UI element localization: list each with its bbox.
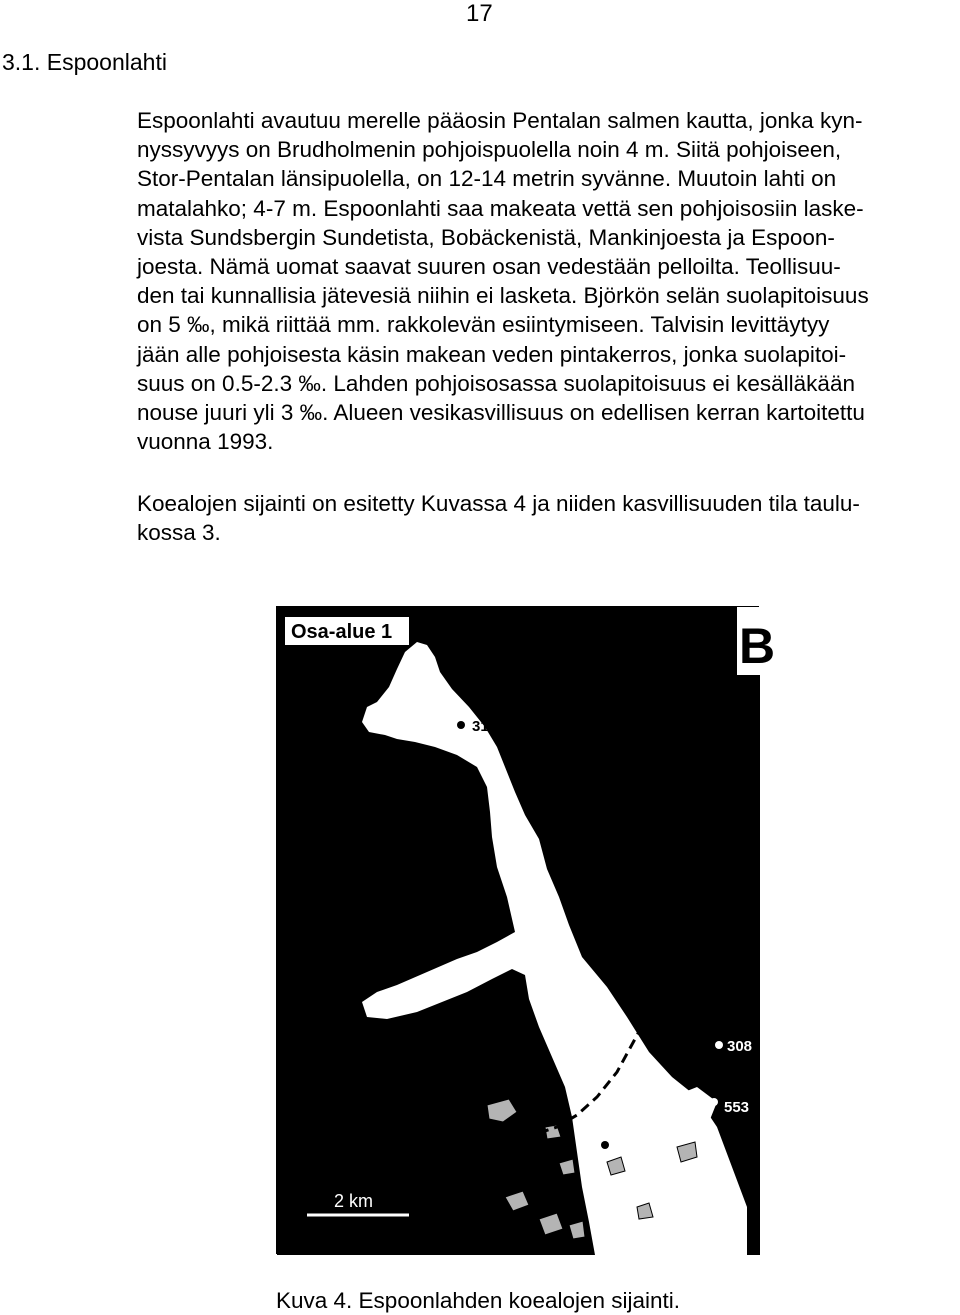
paragraph-1 — [137, 106, 937, 456]
site-label: 319 — [629, 1231, 655, 1248]
site-marker — [536, 758, 544, 766]
paragraph-line: Koealojen sijainti on esitetty Kuvassa 4 ja niiden kasvillisuuden tila taulu- — [137, 491, 860, 516]
section-heading: 3.1. Espoonlahti — [2, 49, 167, 75]
paragraph-line: den tai kunnallisia jätevesiä niihin ei lasketa. Björkön selän suolapitoisuus — [137, 283, 869, 309]
site-label: 312 — [607, 945, 633, 962]
site-label: 314 — [551, 751, 577, 768]
paragraph-line: vuonna 1993. — [137, 429, 274, 455]
paragraph-line: suus on 0.5-2.3 ‰. Lahden pohjoisosassa suolapitoisuus ei kesälläkään — [137, 370, 855, 396]
site-label: 73B — [717, 1197, 745, 1214]
paragraph-line: joesta. Nämä uomat saavat suuren osan vedestään pelloilta. Teollisuu- — [137, 254, 841, 280]
site-label: 316 — [472, 718, 498, 735]
paragraph-2 — [137, 489, 937, 547]
map-figure — [276, 606, 776, 1254]
site-marker — [675, 1025, 683, 1033]
paragraph-line: Stor-Pentalan länsipuolella, on 12-14 metrin syvänne. Muutoin lahti on — [137, 166, 837, 192]
site-marker — [594, 948, 602, 956]
site-label: 318 — [613, 1139, 639, 1156]
site-marker — [715, 1041, 723, 1049]
site-label: 308 — [727, 1038, 753, 1055]
scale-label: 2 km — [334, 1191, 374, 1211]
paragraph-line: Espoonlahti avautuu merelle pääosin Pentalan salmen kautta, jonka kyn- — [137, 108, 863, 133]
paragraph-line: kossa 3. — [137, 520, 221, 546]
map-svg — [277, 607, 776, 1255]
figure-caption: Kuva 4. Espoonlahden koealojen sijainti. — [276, 1288, 681, 1313]
site-marker — [601, 1141, 609, 1149]
site-marker — [706, 1200, 714, 1208]
paragraph-line: on 5 ‰, mikä riittää mm. rakkolevän esiintymiseen. Talvisin levittäytyy — [137, 312, 830, 338]
corner-letter: B — [739, 618, 776, 674]
map-title: Osa-alue 1 — [291, 621, 393, 643]
site-label: 553 — [724, 1099, 750, 1116]
page-number: 17 — [466, 0, 493, 27]
paragraph-line: nyssyvyys on Brudholmenin pohjoispuolella noin 4 m. Siitä pohjoiseen, — [137, 137, 842, 163]
site-marker — [457, 721, 465, 729]
paragraph-line: nouse juuri yli 3 ‰. Alueen vesikasvillisuus on edellisen kerran kartoitettu — [137, 400, 865, 426]
site-label: 309 — [644, 1019, 670, 1036]
site-marker — [616, 1234, 624, 1242]
paragraph-line: jään alle pohjoisesta käsin makean veden pintakerros, jonka suolapitoi- — [137, 341, 847, 367]
paragraph-line: vista Sundsbergin Sundetista, Bobäckenistä, Mankinjoesta ja Espoon- — [137, 224, 835, 250]
paragraph-line: matalahko; 4-7 m. Espoonlahti saa makeata vettä sen pohjoisosiin laske- — [137, 195, 864, 221]
site-marker — [710, 1098, 718, 1106]
